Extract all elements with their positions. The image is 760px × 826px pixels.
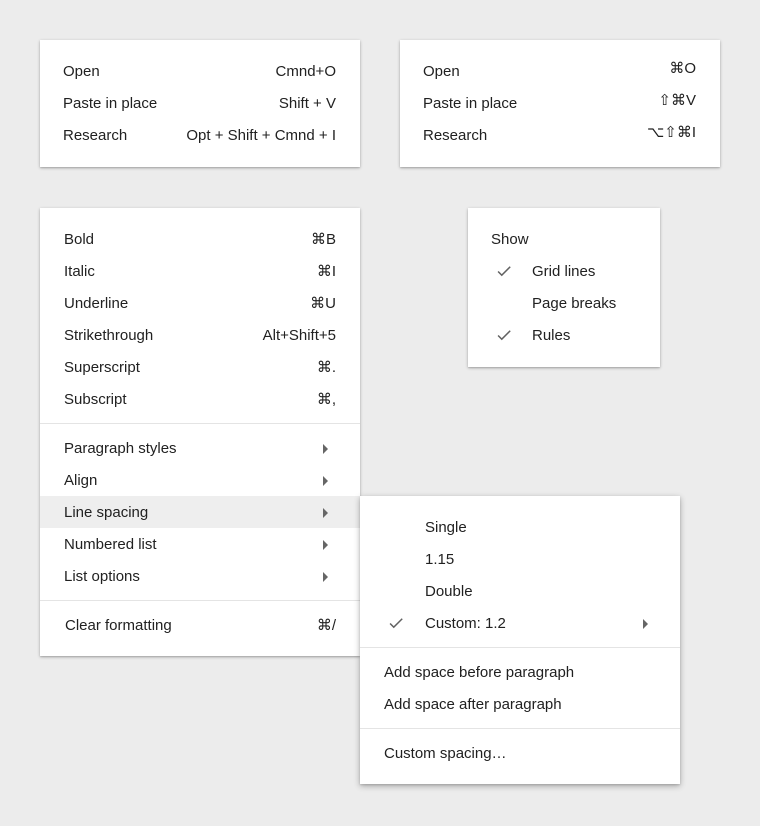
menu-item-label: Page breaks xyxy=(532,294,617,312)
menu-item-shortcut: Opt + Shift + Cmnd + I xyxy=(186,126,336,144)
menu-item-clear-formatting[interactable] xyxy=(40,609,360,641)
menu-item-shortcut: Shift + V xyxy=(278,94,336,112)
menu-item-shortcut: ⌘. xyxy=(316,359,336,376)
menu-item-label: Paragraph styles xyxy=(64,439,177,457)
menu-item-label: Superscript xyxy=(64,358,140,376)
menu-item-shortcut: Alt+Shift+5 xyxy=(262,326,336,344)
submenu-arrow-icon xyxy=(643,619,648,629)
menu-item-label: Rules xyxy=(532,326,571,344)
menu-item-shortcut: ⌘I xyxy=(316,263,336,280)
submenu-arrow-icon xyxy=(323,444,328,454)
menu-divider xyxy=(40,423,360,424)
menu-item-label: Research xyxy=(423,126,488,144)
menu-item-shortcut: ⌥⇧⌘I xyxy=(646,124,696,141)
menu-item-label: Subscript xyxy=(64,390,127,408)
menu-item-grid-lines[interactable] xyxy=(468,255,660,287)
menu-item-1-15[interactable] xyxy=(360,543,680,575)
menu-item-open[interactable] xyxy=(400,55,720,87)
menu-item-label: Custom spacing… xyxy=(384,744,507,762)
submenu-arrow-icon xyxy=(323,572,328,582)
menu-item-custom-spacing[interactable] xyxy=(360,737,680,769)
menu-item-label: Align xyxy=(64,471,98,489)
menu-item-label: Single xyxy=(425,518,467,536)
check-icon xyxy=(495,262,513,280)
menu-item-label: Italic xyxy=(64,262,95,280)
menu-item-label: Research xyxy=(63,126,128,144)
menu-item-strikethrough[interactable] xyxy=(40,319,360,351)
menu-item-shortcut: ⌘/ xyxy=(316,617,336,634)
menu-item-list-options[interactable] xyxy=(40,560,360,592)
menu-item-label: Numbered list xyxy=(64,535,157,553)
check-icon xyxy=(387,614,405,632)
menu-item-label: Double xyxy=(425,582,473,600)
menu-item-numbered-list[interactable] xyxy=(40,528,360,560)
submenu-arrow-icon xyxy=(323,540,328,550)
menu-item-paste-in-place[interactable] xyxy=(40,87,360,119)
menu-item-label: Grid lines xyxy=(532,262,596,280)
menu-item-label: Custom: 1.2 xyxy=(425,614,506,632)
menu-item-add-space-after[interactable] xyxy=(360,688,680,720)
menu-item-research[interactable] xyxy=(40,119,360,151)
line-spacing-submenu xyxy=(360,496,680,784)
menu-item-label: Bold xyxy=(64,230,95,248)
menu-item-double[interactable] xyxy=(360,575,680,607)
menu-item-shortcut: ⇧⌘V xyxy=(658,92,696,109)
menu-item-label: Clear formatting xyxy=(65,616,172,634)
menu-item-label: Add space before paragraph xyxy=(384,663,575,681)
menu-item-label: Underline xyxy=(64,294,129,312)
menu-item-shortcut: ⌘, xyxy=(316,391,336,408)
menu-divider xyxy=(360,728,680,729)
menu-item-shortcut: ⌘U xyxy=(310,295,336,312)
menu-item-label: Paste in place xyxy=(423,94,518,112)
menu-item-label: Open xyxy=(423,62,460,80)
menu-item-shortcut: ⌘O xyxy=(669,60,696,77)
menu-item-rules[interactable] xyxy=(468,319,660,351)
menu-item-line-spacing[interactable] xyxy=(40,496,360,528)
menu-item-shortcut: Cmnd+O xyxy=(275,62,336,80)
format-menu xyxy=(40,208,360,656)
menu-item-page-breaks[interactable] xyxy=(468,287,660,319)
menu-item-superscript[interactable] xyxy=(40,351,360,383)
menu-item-subscript[interactable] xyxy=(40,383,360,415)
menu-item-label: Add space after paragraph xyxy=(384,695,562,713)
menu-item-label: Paste in place xyxy=(63,94,158,112)
menu-divider xyxy=(360,647,680,648)
menu-item-research[interactable] xyxy=(400,119,720,151)
menu-item-label: Open xyxy=(63,62,100,80)
menu-item-open[interactable] xyxy=(40,55,360,87)
show-menu-header xyxy=(468,223,660,255)
menu-divider xyxy=(40,600,360,601)
show-menu xyxy=(468,208,660,367)
menu-item-label: Line spacing xyxy=(64,503,149,521)
menu-item-italic[interactable] xyxy=(40,255,360,287)
menu-item-paste-in-place[interactable] xyxy=(400,87,720,119)
menu-item-add-space-before[interactable] xyxy=(360,656,680,688)
check-icon xyxy=(495,326,513,344)
menu-item-label: Strikethrough xyxy=(64,326,154,344)
menu-item-label: List options xyxy=(64,567,140,585)
menu-item-underline[interactable] xyxy=(40,287,360,319)
submenu-arrow-icon xyxy=(323,476,328,486)
menu-item-shortcut: ⌘B xyxy=(310,231,336,248)
menu-item-single[interactable] xyxy=(360,511,680,543)
menu-item-bold[interactable] xyxy=(40,223,360,255)
submenu-arrow-icon xyxy=(323,508,328,518)
menu-symbol-shortcuts xyxy=(400,40,720,167)
menu-item-align[interactable] xyxy=(40,464,360,496)
menu-item-label: 1.15 xyxy=(425,550,455,568)
show-menu-title: Show xyxy=(491,230,529,248)
menu-text-shortcuts xyxy=(40,40,360,167)
menu-item-paragraph-styles[interactable] xyxy=(40,432,360,464)
menu-item-custom-1-2[interactable] xyxy=(360,607,680,639)
